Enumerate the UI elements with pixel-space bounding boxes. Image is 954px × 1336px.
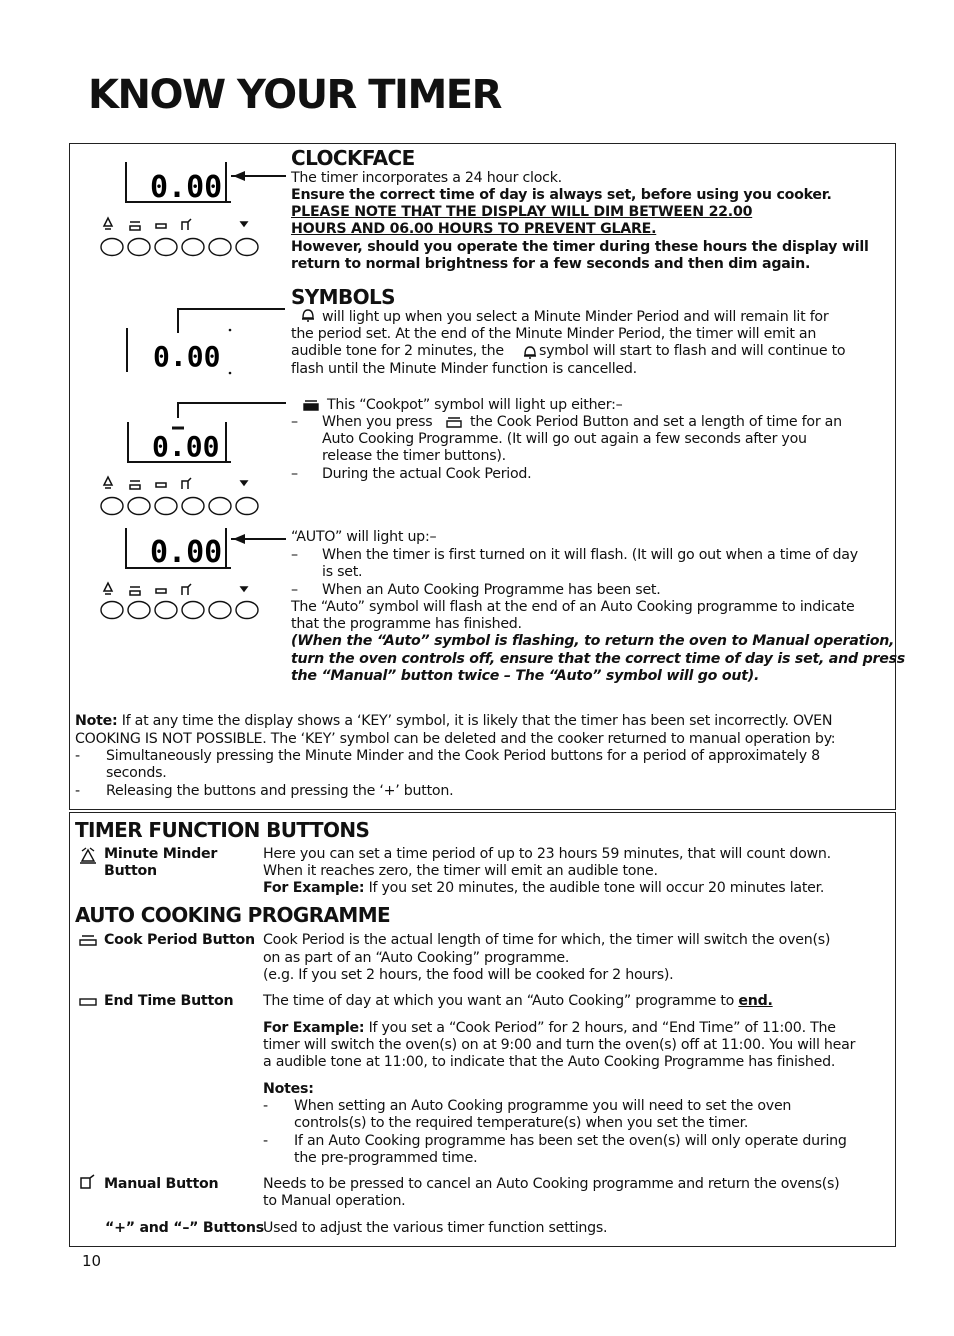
note-text: COOKING IS NOT POSSIBLE. The ‘KEY’ symbol can be deleted and the cooker returned to manual operation by: [75,731,836,747]
cookpot-bullet: the Cook Period Button and set a length of time for an [470,414,842,430]
note-text: If at any time the display shows a ‘KEY’ symbol, it is likely that the timer has been set incorrectly. OVEN [121,713,833,729]
auto-instruction: (When the “Auto” symbol is flashing, to return the oven to Manual operation, [291,633,895,649]
bullet-dash: – [291,547,299,563]
end-time-desc [263,993,773,1010]
example-label: For Example: [263,1020,365,1036]
symbols-text: the period set. At the end of the Minute Minder Period, the timer will emit an [291,326,817,342]
note-bullet: Releasing the buttons and pressing the ‘+’ button. [106,783,454,799]
auto-bullet: When the timer is first turned on it will flash. (It will go out when a time of day [322,547,858,563]
clockface-warning: PLEASE NOTE THAT THE DISPLAY WILL DIM BETWEEN 22.00 [291,204,753,220]
symbols-text: symbol will start to flash and will continue to [539,343,846,359]
cook-period-desc: Cook Period is the actual length of time for which, the timer will switch the oven(s) [263,932,831,948]
cookpot-icon [445,415,463,429]
bullet-dash: - [75,783,81,799]
symbols-text: will light up when you select a Minute Minder Period and will remain lit for [322,309,829,325]
cookpot-icon [302,398,320,412]
manual-icon [78,1174,96,1190]
auto-programme-heading: AUTO COOKING PROGRAMME [75,903,391,927]
cookpot-bullet: release the timer buttons). [322,448,506,464]
note-line [75,713,832,730]
symbols-text: flash until the Minute Minder function is cancelled. [291,361,637,377]
plus-minus-desc: Used to adjust the various timer function settings. [263,1220,608,1236]
timer-buttons-heading: TIMER FUNCTION BUTTONS [75,818,370,842]
auto-instruction: the “Manual” button twice – The “Auto” symbol will go out). [291,668,760,684]
end-time-emphasis: end. [738,993,773,1009]
display-time-4: 0.00 [150,535,223,570]
bell-icon [522,344,538,360]
cookpot-bullet: During the actual Cook Period. [322,466,532,482]
note-bullet: seconds. [106,765,167,781]
minute-minder-desc: When it reaches zero, the timer will emit an audible tone. [263,863,658,879]
clockface-bold: Ensure the correct time of day is always set, before using you cooker. [291,187,832,203]
auto-intro: “AUTO” will light up:– [291,529,437,545]
note-bullet: Simultaneously pressing the Minute Minder and the Cook Period buttons for a period of approximately 8 [106,748,820,764]
minute-minder-label: Minute Minder [104,846,218,862]
cookpot-intro: This “Cookpot” symbol will light up either:– [327,397,623,413]
cookpot-icon [78,933,98,947]
example-text: a audible tone at 11:00, to indicate that the Auto Cooking Programme has finished. [263,1054,836,1070]
notes-label: Notes: [263,1081,314,1097]
clockface-bold: return to normal brightness for a few seconds and then dim again. [291,256,811,272]
display-time-1: 0.00 [150,170,223,205]
auto-text: The “Auto” symbol will flash at the end of an Auto Cooking programme to indicate [291,599,855,615]
example-text: If you set a “Cook Period” for 2 hours, and “End Time” of 11:00. The [368,1020,836,1036]
clockface-heading: CLOCKFACE [291,146,415,170]
notes-bullet: controls(s) to the required temperature(s) when you set the timer. [294,1115,749,1131]
plus-minus-label: “+” and “–” Buttons [105,1220,264,1236]
end-time-text: The time of day at which you want an “Auto Cooking” programme to [263,993,735,1009]
bullet-dash: – [291,582,299,598]
notes-bullet: the pre-programmed time. [294,1150,478,1166]
cook-period-desc: (e.g. If you set 2 hours, the food will be cooked for 2 hours). [263,967,674,983]
example-text: If you set 20 minutes, the audible tone will occur 20 minutes later. [368,880,825,896]
page-title: KNOW YOUR TIMER [88,72,501,118]
auto-bullet: When an Auto Cooking Programme has been set. [322,582,661,598]
bullet-dash: - [263,1098,269,1114]
bell-icon [300,307,316,323]
notes-bullet: If an Auto Cooking programme has been set the oven(s) will only operate during [294,1133,847,1149]
cook-period-label: Cook Period Button [104,932,255,948]
auto-text: that the programme has finished. [291,616,522,632]
notes-bullet: When setting an Auto Cooking programme you will need to set the oven [294,1098,792,1114]
clockface-line: The timer incorporates a 24 hour clock. [291,170,562,186]
bullet-dash: – [291,466,299,482]
bullet-dash: – [291,414,299,430]
example-text: timer will switch the oven(s) on at 9:00 and turn the oven(s) off at 11:00. You will hear [263,1037,856,1053]
cookpot-bullet: Auto Cooking Programme. (It will go out again a few seconds after you [322,431,807,447]
manual-label: Manual Button [104,1176,219,1192]
display-time-3: 0.00 [152,430,220,463]
cook-period-desc: on as part of an “Auto Cooking” programme. [263,950,570,966]
bullet-dash: - [75,748,81,764]
end-time-example [263,1020,836,1037]
cookpot-bullet: When you press [322,414,433,430]
auto-instruction: turn the oven controls off, ensure that the correct time of day is set, and press [291,651,905,667]
clockface-bold: However, should you operate the timer during these hours the display will [291,239,869,255]
symbols-text: audible tone for 2 minutes, the [291,343,504,359]
clockface-warning: HOURS AND 06.00 HOURS TO PREVENT GLARE. [291,221,657,237]
display-time-2: 0.00 [153,340,221,373]
page-number: 10 [82,1252,102,1270]
note-label: Note: [75,713,118,729]
end-time-icon [78,996,98,1008]
minute-minder-example [263,880,824,897]
manual-desc: to Manual operation. [263,1193,406,1209]
symbols-heading: SYMBOLS [291,285,395,309]
minute-minder-icon [78,847,98,865]
manual-desc: Needs to be pressed to cancel an Auto Cooking programme and return the ovens(s) [263,1176,840,1192]
minute-minder-label: Button [104,863,157,879]
bullet-dash: - [263,1133,269,1149]
minute-minder-desc: Here you can set a time period of up to 23 hours 59 minutes, that will count down. [263,846,831,862]
example-label: For Example: [263,880,365,896]
auto-bullet: is set. [322,564,363,580]
end-time-label: End Time Button [104,993,234,1009]
